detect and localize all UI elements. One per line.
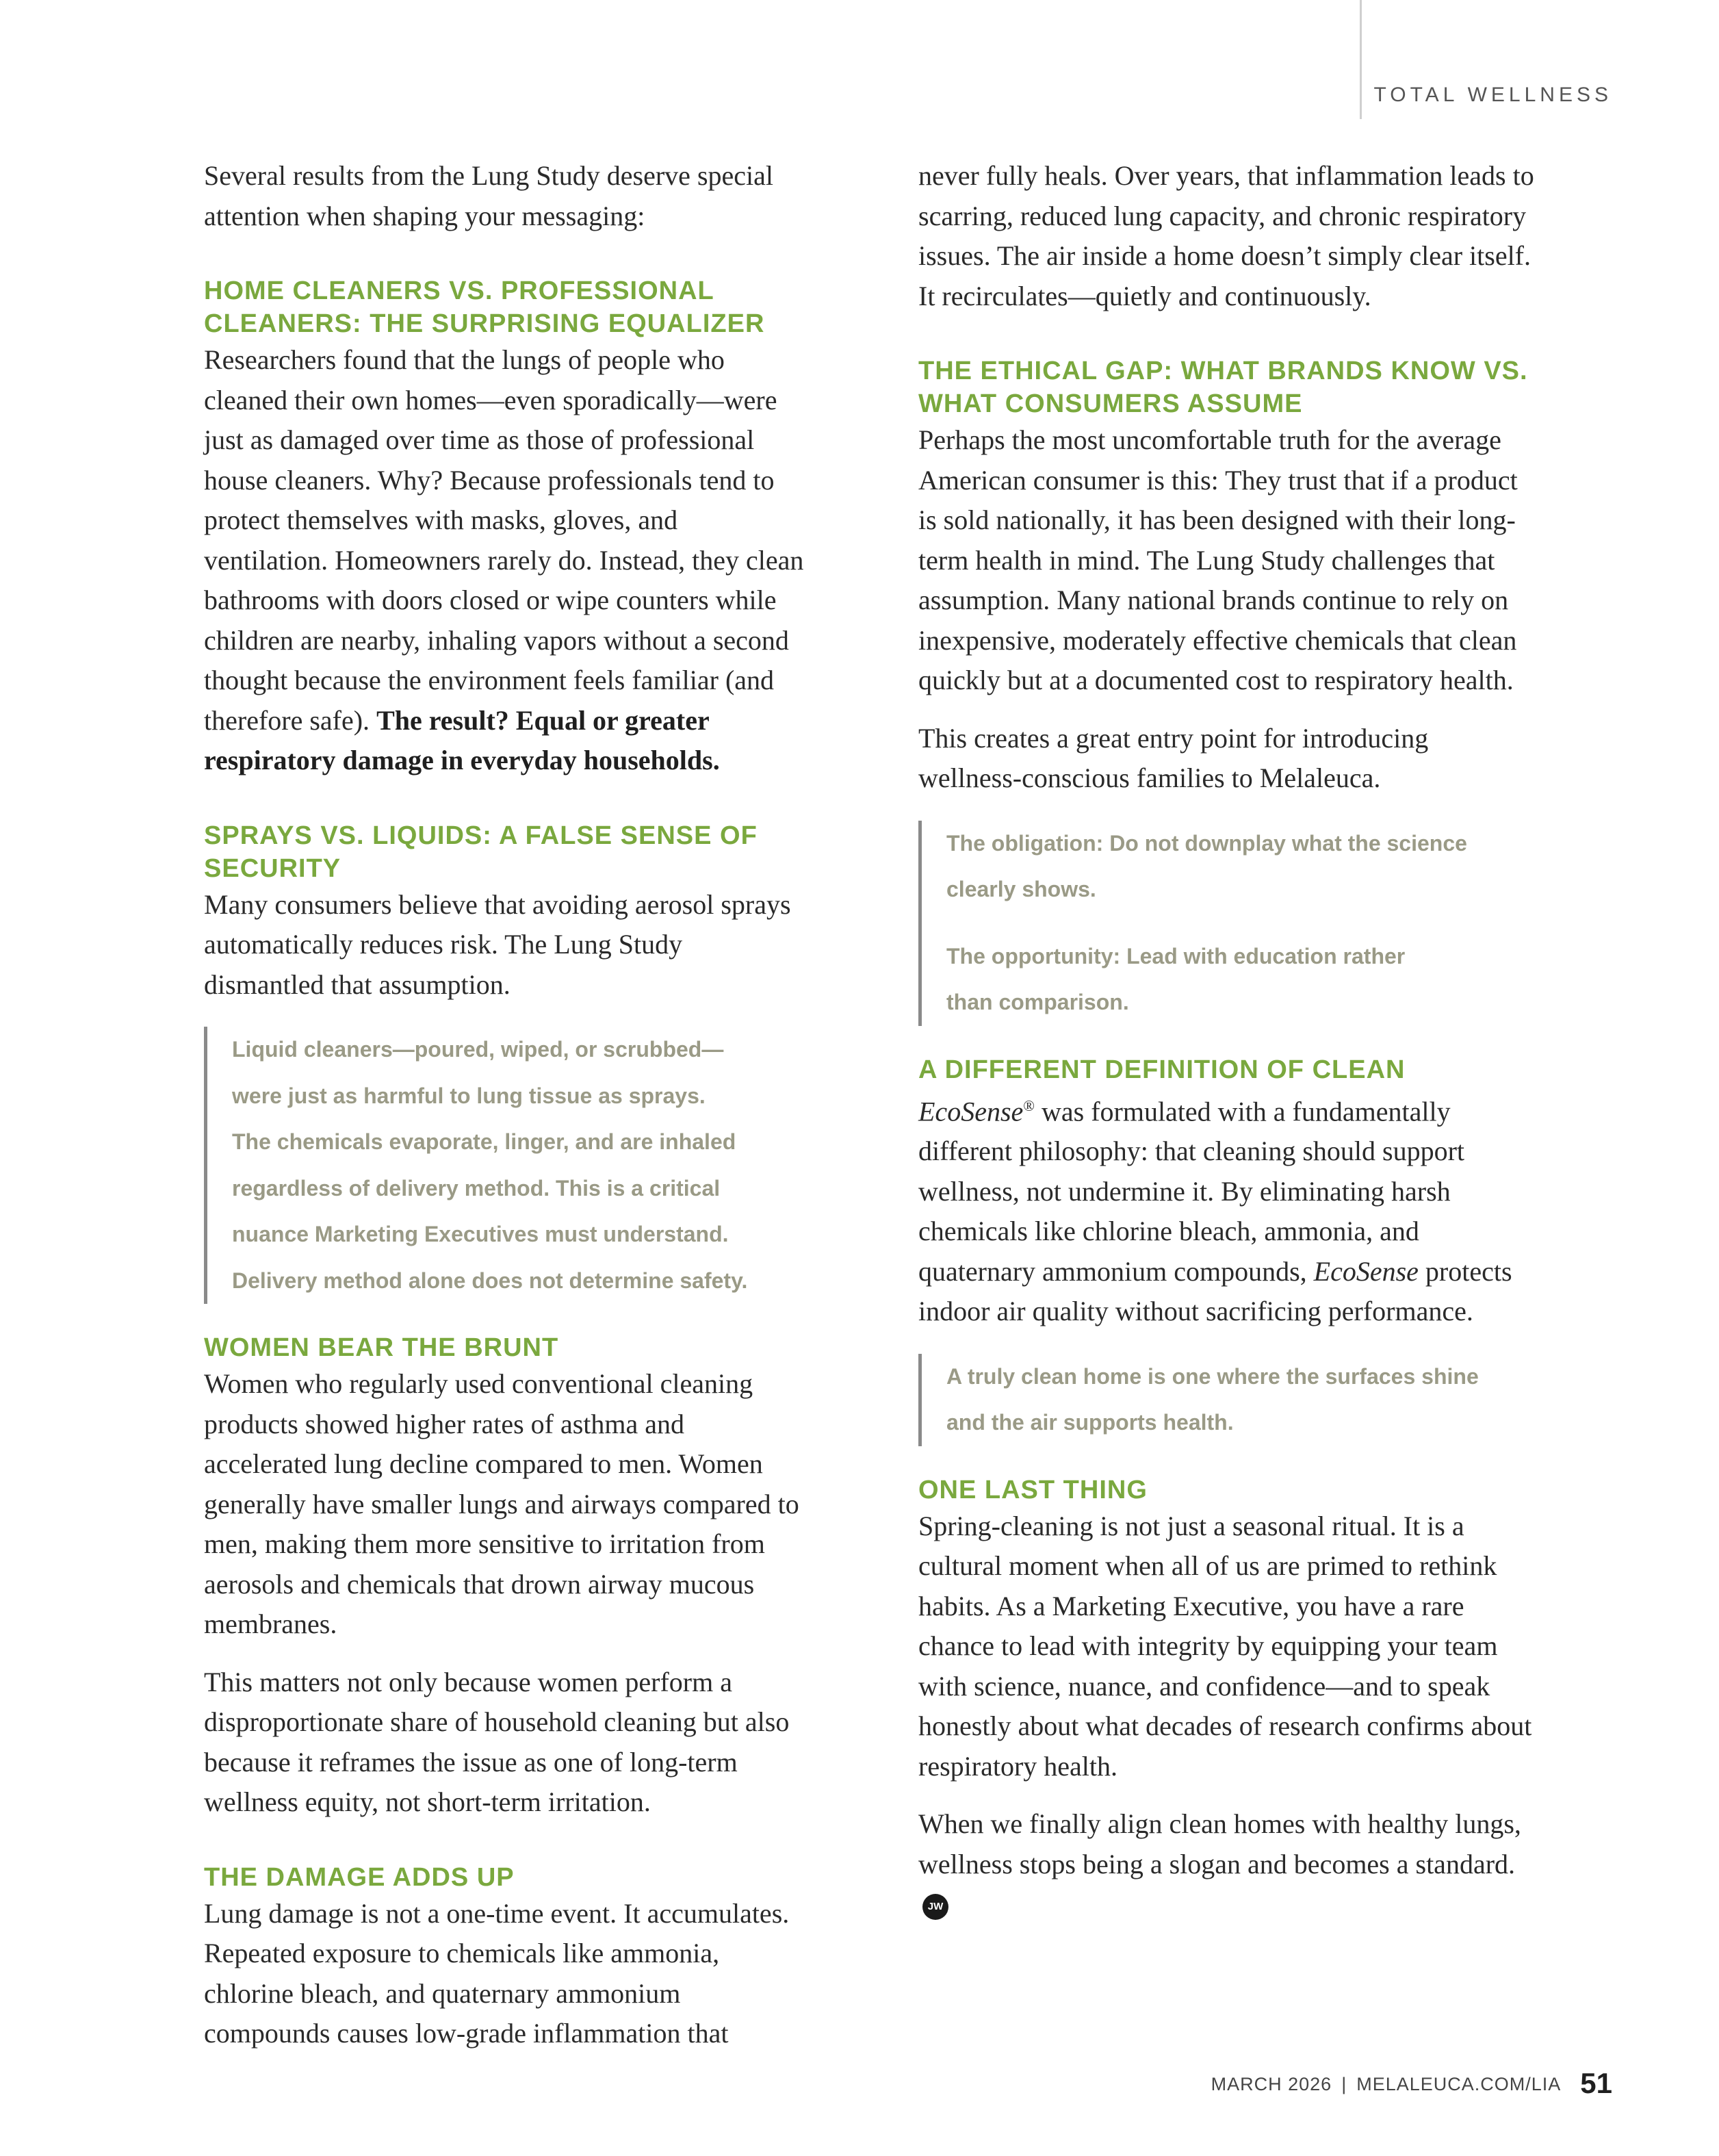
heading-definition-clean: A DIFFERENT DEFINITION OF CLEAN	[918, 1055, 1406, 1084]
pull-quote-spacer	[946, 913, 1534, 934]
intro-paragraph: Several results from the Lung Study deserve special attention when shaping your messaging:	[204, 160, 773, 231]
home-cleaners-body: Researchers found that the lungs of people who cleaned their own homes—even sporadically—were just as damaged over time as those of professional house cleaners. Why? Because professionals tend to protect themselves with masks, gloves, and ventilation. Homeowners rarely do. Instead, they clean bathrooms with doors closed or wipe counters while children are nearby, inhaling vapors without a second thought because the environment feels familiar (and therefore safe). The result? Equal or greater respiratory damage in everyday households.	[204, 344, 804, 775]
section-tag: TOTAL WELLNESS	[1373, 84, 1612, 106]
brand-name: EcoSense	[918, 1095, 1024, 1127]
pull-quote-line: were just as harmful to lung tissue as sprays.	[232, 1083, 706, 1108]
home-cleaners-emphasis: The result? Equal or greater respiratory damage in everyday households.	[204, 704, 720, 775]
pull-quote-line: The obligation: Do not downplay what the science	[946, 830, 1467, 856]
footer-separator: |	[1341, 2074, 1347, 2094]
continued-paragraph: never fully heals. Over years, that inflammation leads to scarring, reduced lung capacity, and chronic respiratory issues. The air inside a home doesn’t simply clear itself. It recirculates—quietly and continuously.	[918, 160, 1534, 311]
pull-quote-line: and the air supports health.	[946, 1410, 1234, 1435]
page-number: 51	[1580, 2067, 1612, 2099]
section-women	[204, 1331, 806, 1823]
registered-mark: ®	[1023, 1096, 1035, 1114]
heading-damage: THE DAMAGE ADDS UP	[204, 1862, 515, 1892]
footer-site: MELALEUCA.COM/LIA	[1356, 2074, 1562, 2094]
heading-ethical-gap: THE ETHICAL GAP: WHAT BRANDS KNOW VS. WHAT CONSUMERS ASSUME	[918, 357, 1528, 418]
pull-quote-line: The chemicals evaporate, linger, and are inhaled	[232, 1129, 736, 1154]
section-ethical-gap	[918, 355, 1534, 799]
section-home-cleaners	[204, 274, 806, 781]
heading-last-thing: ONE LAST THING	[918, 1475, 1148, 1504]
pull-quote-obligation	[918, 821, 1534, 1026]
heading-sprays-liquids: SPRAYS VS. LIQUIDS: A FALSE SENSE OF SECURITY	[204, 821, 758, 883]
section-damage	[204, 1861, 806, 2054]
heading-home-cleaners: HOME CLEANERS VS. PROFESSIONAL CLEANERS: THE SURPRISING EQUALIZER	[204, 277, 765, 338]
pull-quote-line: The opportunity: Lead with education rather	[946, 943, 1406, 968]
ethical-gap-paragraph-1: Perhaps the most uncomfortable truth for the average American consumer is this: They trust that if a product is sold nationally, it has been designed with their long-term health in mind. The Lung Study challenges that assumption. Many national brands continue to rely on inexpensive, moderately effective chemicals that clean quickly but at a documented cost to respiratory health.	[918, 424, 1518, 695]
sprays-liquids-body: Many consumers believe that avoiding aerosol sprays automatically reduces risk. The Lung Study dismantled that assumption.	[204, 888, 791, 1000]
heading-women: WOMEN BEAR THE BRUNT	[204, 1333, 559, 1362]
end-mark-icon: JW	[922, 1894, 948, 1920]
definition-clean-body: EcoSense® was formulated with a fundamentally different philosophy: that cleaning should support wellness, not undermine it. By eliminating harsh chemicals like chlorine bleach, ammonia, and quaternary ammonium compounds, EcoSense protects indoor air quality without sacrificing performance.	[918, 1095, 1512, 1327]
pull-quote-line: A truly clean home is one where the surfaces shine	[946, 1363, 1479, 1389]
left-column	[204, 156, 806, 2054]
last-thing-paragraph-2: When we finally align clean homes with healthy lungs, wellness stops being a slogan and becomes a standard.JW	[918, 1804, 1534, 1925]
pull-quote-liquid-cleaners	[204, 1027, 806, 1304]
right-column	[918, 156, 1534, 1925]
section-definition-clean	[918, 1053, 1534, 1332]
footer-date: MARCH 2026	[1211, 2074, 1332, 2094]
section-last-thing	[918, 1474, 1534, 1925]
women-paragraph-1: Women who regularly used conventional cleaning products showed higher rates of asthma and accelerated lung decline compared to men. Women generally have smaller lungs and airways compared to men, making them more sensitive to irritation from aerosols and chemicals that drown airway mucous membranes.	[204, 1368, 799, 1639]
section-sprays-liquids	[204, 819, 806, 1005]
pull-quote-line: clearly shows.	[946, 877, 1096, 901]
pull-quote-clean-home	[918, 1354, 1534, 1446]
women-paragraph-2: This matters not only because women perform a disproportionate share of household cleaning but also because it reframes the issue as one of long-term wellness equity, not short-term irritation.	[204, 1666, 790, 1817]
ethical-gap-paragraph-2: This creates a great entry point for introducing wellness-conscious families to Melaleuca.	[918, 722, 1429, 793]
brand-name: EcoSense	[1313, 1255, 1419, 1287]
page-footer	[1211, 2067, 1612, 2100]
damage-body: Lung damage is not a one-time event. It accumulates. Repeated exposure to chemicals like ammonia, chlorine bleach, and quaternary ammonium compounds causes low-grade inflammation that	[204, 1897, 790, 2049]
pull-quote-line: Delivery method alone does not determine safety.	[232, 1268, 748, 1293]
last-thing-paragraph-1: Spring-cleaning is not just a seasonal ritual. It is a cultural moment when all of us are primed to rethink habits. As a Marketing Executive, you have a rare chance to lead with integrity by equipping your team with science, nuance, and confidence—and to speak honestly about what decades of research confirms about respiratory health.	[918, 1510, 1532, 1782]
pull-quote-line: Liquid cleaners—poured, wiped, or scrubbed—	[232, 1037, 724, 1062]
header-rule	[1360, 0, 1362, 119]
pull-quote-line: than comparison.	[946, 990, 1129, 1014]
pull-quote-line: nuance Marketing Executives must understand.	[232, 1222, 729, 1246]
pull-quote-line: regardless of delivery method. This is a critical	[232, 1175, 721, 1201]
